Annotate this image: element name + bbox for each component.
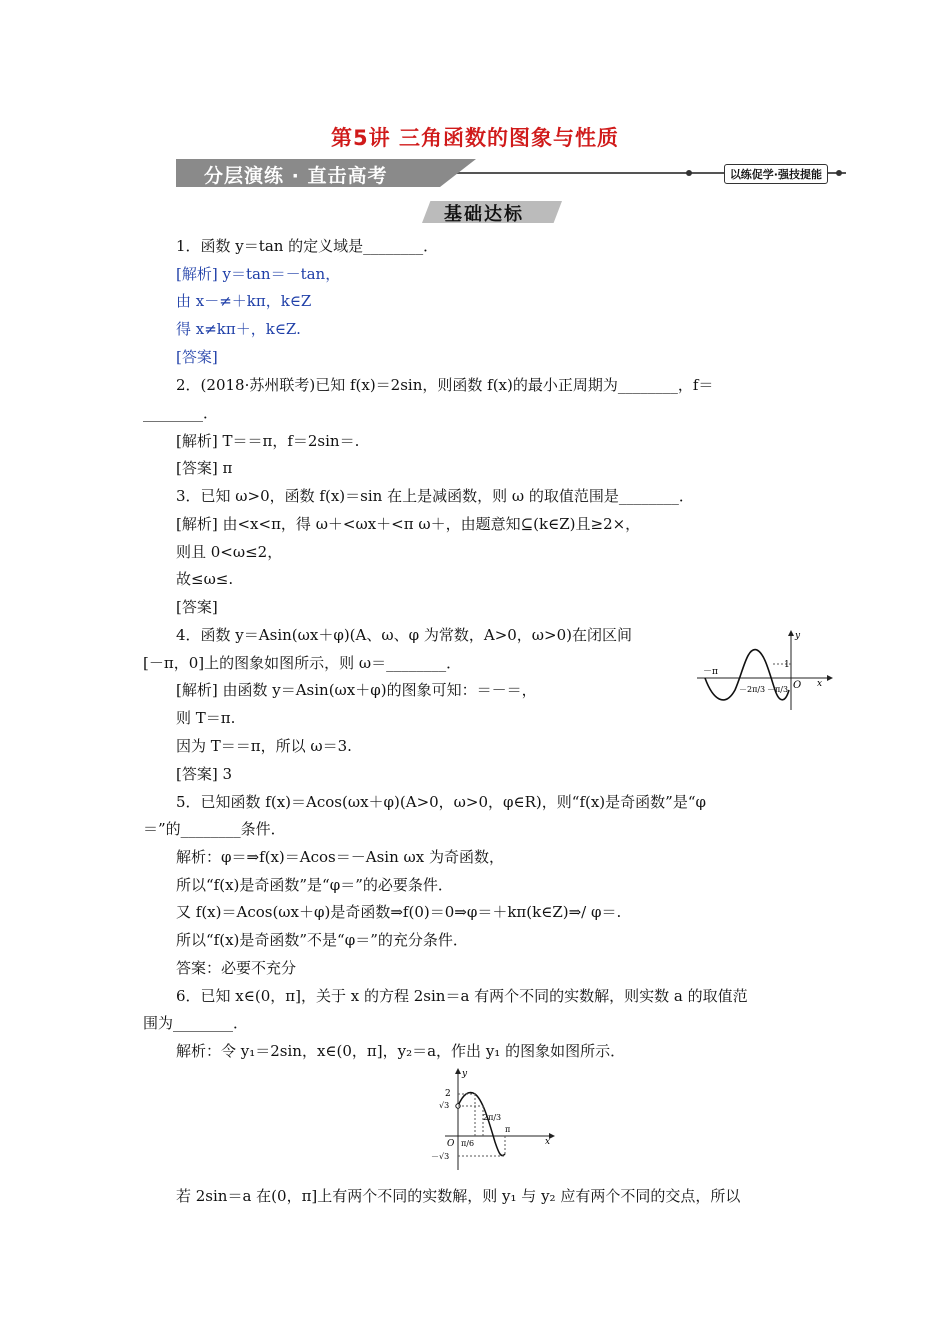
banner-dot-icon (686, 170, 692, 176)
text-line: 所以“f(x)是奇函数”不是“φ＝”的充分条件． (176, 931, 468, 949)
label-x: x (817, 679, 823, 689)
section-banner (176, 159, 848, 187)
figure-sine-graph-1 (695, 628, 835, 713)
text-line: 又 f(x)＝Acos(ωx＋φ)是奇函数⇒f(0)＝0⇒φ＝＋kπ(k∈Z)⇒/ φ＝. (176, 903, 622, 921)
label-origin: O (447, 1139, 455, 1149)
text-line: 解析：φ＝⇒f(x)＝Acos＝－Asin ωx 为奇函数， (176, 848, 504, 866)
label-2pi3: 2π/3 (483, 1113, 502, 1122)
text-line: 所以“f(x)是奇函数”是“φ＝”的必要条件． (176, 876, 453, 894)
subsection-title: 基础达标 (444, 204, 524, 225)
banner-left-text: 分层演练 · 直击高考 (204, 165, 388, 187)
text-line: 得 x≠kπ＋，k∈Z. (176, 320, 301, 338)
figure-sine-graph-2 (425, 1066, 560, 1172)
text-line: [答案] (176, 348, 218, 366)
label-neg-pi3: －π/3 (767, 685, 789, 694)
label-neg-pi: －π (703, 667, 718, 677)
text-line: 围为________． (143, 1014, 249, 1032)
text-line: 故≤ω≤. (176, 570, 234, 588)
text-line: [答案] (176, 598, 218, 616)
label-origin: O (793, 680, 802, 691)
text-line: 若 2sin＝a 在(0，π]上有两个不同的实数解，则 y₁ 与 y₂ 应有两个不同的交点，所以 (176, 1187, 741, 1205)
text-line: 1．函数 y＝tan 的定义域是________． (176, 237, 439, 255)
x-arrow-icon (827, 675, 833, 681)
label-x: x (545, 1137, 551, 1147)
label-pi: π (505, 1125, 511, 1134)
text-line: ＝”的________条件． (143, 820, 286, 838)
label-pi6: π/6 (461, 1139, 475, 1148)
text-line: 则 T＝π. (176, 709, 236, 727)
text-line: 6．已知 x∈(0，π]，关于 x 的方程 2sin＝a 有两个不同的实数解，则实数 a 的取值范 (176, 987, 748, 1005)
text-line: [解析] y＝tan＝－tan， (176, 265, 341, 283)
text-line: 3．已知 ω>0，函数 f(x)＝sin 在上是减函数，则 ω 的取值范围是________． (176, 487, 694, 505)
text-line: 4．函数 y＝Asin(ωx＋φ)(A、ω、φ 为常数，A>0，ω>0)在闭区间 (176, 626, 633, 644)
y-arrow-icon (455, 1068, 461, 1074)
text-line: [解析] T＝＝π，f＝2sin＝. (176, 432, 360, 450)
label-y: y (795, 631, 801, 641)
subsection-header (422, 199, 562, 225)
label-sqrt3: √3 (439, 1101, 450, 1110)
text-line: [解析] 由<x<π，得 ω＋<ωx＋<π ω＋，由题意知⊆(k∈Z)且≥2×， (176, 515, 641, 533)
text-line: 解析：令 y₁＝2sin，x∈(0，π]，y₂＝a，作出 y₁ 的图象如图所示． (176, 1042, 626, 1060)
text-line: 因为 T＝＝π，所以 ω＝3. (176, 737, 352, 755)
banner-dot-icon (836, 170, 842, 176)
text-line: 则且 0<ω≤2， (176, 543, 283, 561)
text-line: [解析] 由函数 y＝Asin(ωx＋φ)的图象可知：＝－＝， (176, 681, 537, 699)
banner-tag: 以练促学·强技提能 (724, 164, 828, 184)
text-line: ________． (143, 404, 219, 422)
label-one: 1 (784, 660, 790, 670)
text-line: [答案] π (176, 459, 233, 477)
text-line: [答案] 3 (176, 765, 233, 783)
label-neg-sqrt3: －√3 (431, 1152, 450, 1161)
page-title: 第5讲 三角函数的图象与性质 (331, 126, 619, 150)
text-line: [－π，0]上的图象如图所示，则 ω＝________． (143, 654, 462, 672)
label-neg-2pi3: －2π/3 (739, 685, 766, 694)
y-arrow-icon (788, 630, 794, 636)
text-line: 由 x－≠＋kπ，k∈Z (176, 292, 312, 310)
text-line: 5．已知函数 f(x)＝Acos(ωx＋φ)(A>0，ω>0，φ∈R)，则“f(x)是奇函数”是“φ (176, 793, 707, 811)
text-line: 答案：必要不充分 (176, 959, 297, 977)
label-two: 2 (445, 1089, 451, 1099)
text-line: 2．(2018·苏州联考)已知 f(x)＝2sin，则函数 f(x)的最小正周期为________，f＝ (176, 376, 714, 394)
label-y: y (462, 1069, 468, 1079)
